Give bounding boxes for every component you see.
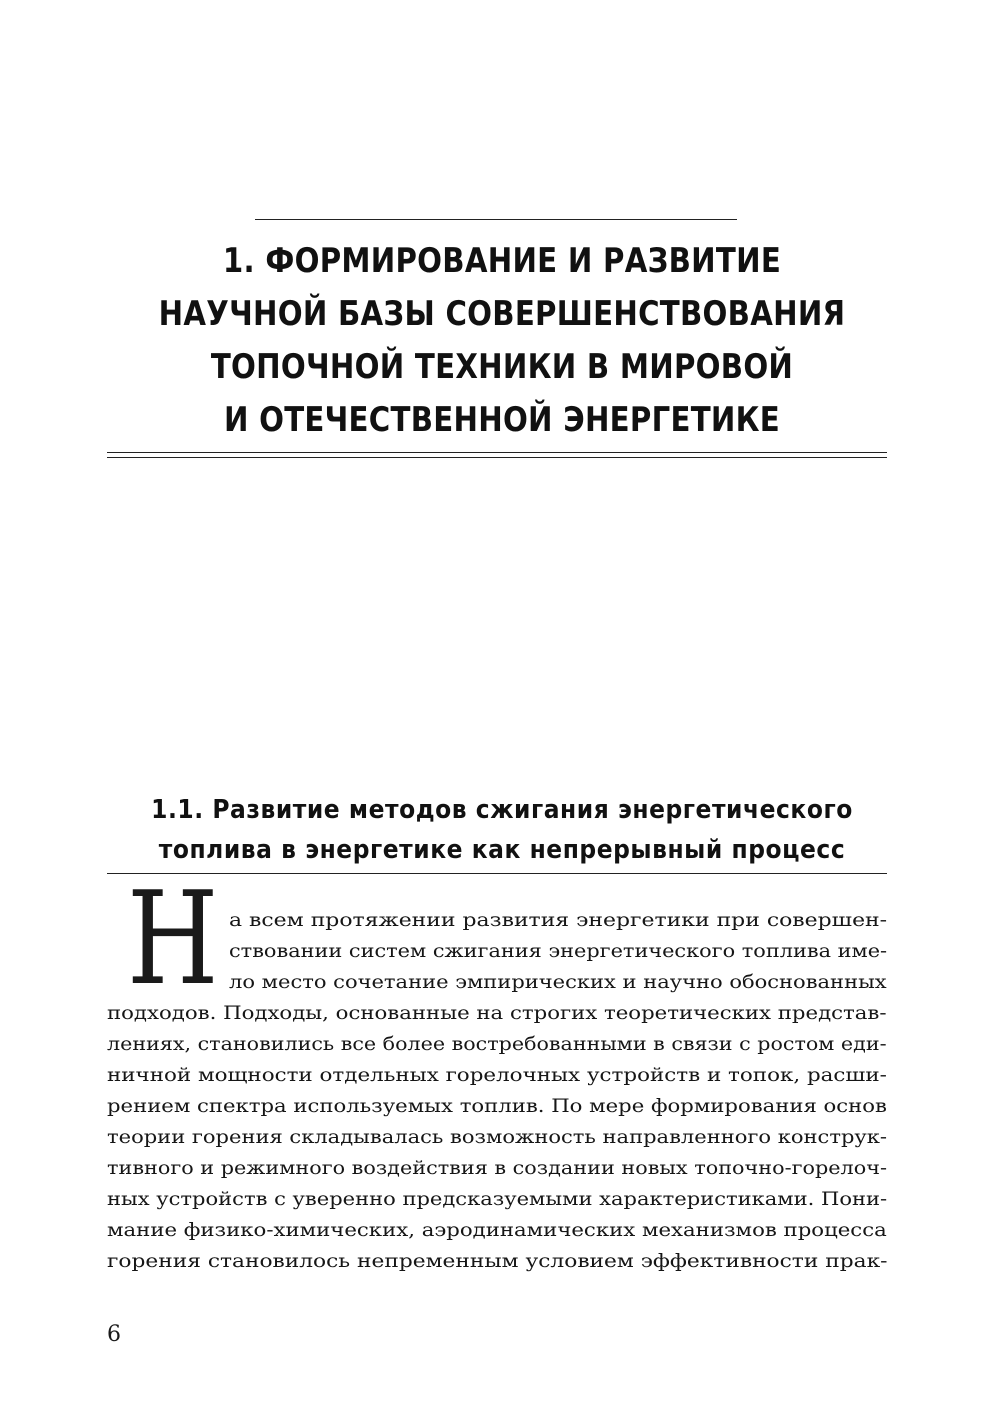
text-line: ствовании систем сжигания энергетического топлива име-	[229, 940, 888, 962]
chapter-title-line: НАУЧНОЙ БАЗЫ СОВЕРШЕНСТВОВАНИЯ	[158, 294, 846, 334]
text-line: ничной мощности отдельных горелочных устройств и топок, расши-	[107, 1064, 887, 1086]
chapter-title-line: ТОПОЧНОЙ ТЕХНИКИ В МИРОВОЙ	[210, 347, 794, 387]
text-line: ных устройств с уверенно предсказуемыми характеристиками. Пони-	[107, 1188, 888, 1210]
section-title	[140, 790, 864, 870]
text-line: а всем протяжении развития энергетики при совершен-	[229, 909, 888, 931]
text-line: мание физико-химических, аэродинамических механизмов процесса	[107, 1219, 887, 1241]
chapter-bottom-rule	[107, 452, 887, 453]
chapter-title	[156, 235, 847, 447]
section-title-line: топлива в энергетике как непрерывный процесс	[158, 835, 846, 865]
text-line: подходов. Подходы, основанные на строгих теоретических представ-	[107, 1002, 887, 1024]
chapter-title-line: И ОТЕЧЕСТВЕННОЙ ЭНЕРГЕТИКЕ	[223, 400, 781, 440]
drop-cap: Н	[127, 865, 219, 1014]
text-line: рением спектра используемых топлив. По мере формирования основ	[107, 1095, 887, 1117]
page-number: 6	[107, 1322, 121, 1347]
text-line: ло место сочетание эмпирических и научно обоснованных	[229, 971, 887, 993]
text-line: теории горения складывалась возможность направленного конструк-	[107, 1126, 888, 1148]
section-rule	[107, 873, 887, 874]
chapter-bottom-rule	[107, 457, 887, 458]
chapter-top-rule	[255, 219, 737, 220]
section-title-line: 1.1. Развитие методов сжигания энергетического	[151, 795, 853, 825]
text-line: тивного и режимного воздействия в создании новых топочно-горелоч-	[107, 1157, 887, 1179]
chapter-title-line: 1. ФОРМИРОВАНИЕ И РАЗВИТИЕ	[222, 241, 782, 281]
text-line: горения становилось непременным условием эффективности прак-	[107, 1250, 888, 1272]
body-paragraph	[107, 905, 887, 1277]
text-line: лениях, становились все более востребованными в связи с ростом еди-	[107, 1033, 887, 1055]
